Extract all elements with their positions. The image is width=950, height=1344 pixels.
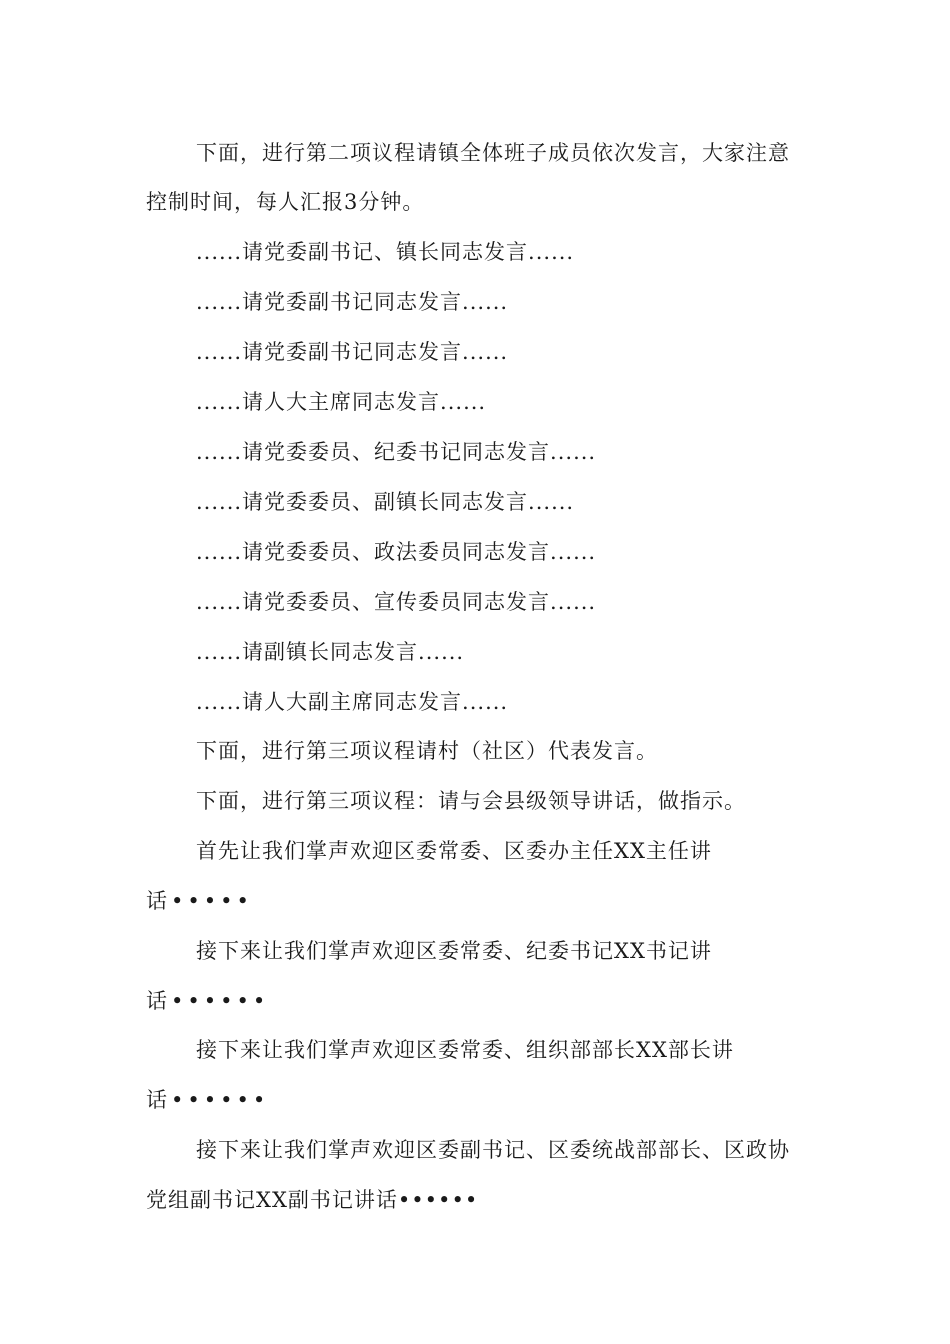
speaker-line: ......请副镇长同志发言......	[196, 640, 465, 664]
paragraph-speech-2: 接下来让我们掌声欢迎区委常委、纪委书记XX书记讲	[196, 939, 712, 963]
paragraph-agenda-3-village: 下面，进行第三项议程请村（社区）代表发言。	[196, 739, 658, 763]
speaker-line: ......请党委副书记、镇长同志发言......	[196, 240, 575, 264]
paragraph-speech-4-continued: 党组副书记XX副书记讲话••••••	[146, 1188, 479, 1212]
paragraph-speech-2-continued: 话••••••	[146, 989, 270, 1013]
paragraph-speech-4: 接下来让我们掌声欢迎区委副书记、区委统战部部长、区政协	[196, 1138, 790, 1162]
speaker-line: ......请党委委员、宣传委员同志发言......	[196, 590, 597, 614]
paragraph-agenda-2-intro: 下面，进行第二项议程请镇全体班子成员依次发言，大家注意	[196, 141, 790, 165]
paragraph-speech-1: 首先让我们掌声欢迎区委常委、区委办主任XX主任讲	[196, 839, 712, 863]
paragraph-speech-1-continued: 话•••••	[146, 889, 253, 913]
speaker-line: ......请党委委员、政法委员同志发言......	[196, 540, 597, 564]
speaker-line: ......请人大主席同志发言......	[196, 390, 487, 414]
speaker-line: ......请人大副主席同志发言......	[196, 690, 509, 714]
paragraph-speech-3-continued: 话••••••	[146, 1088, 270, 1112]
paragraph-agenda-3-leaders: 下面，进行第三项议程：请与会县级领导讲话，做指示。	[196, 789, 746, 813]
speaker-line: ......请党委委员、副镇长同志发言......	[196, 490, 575, 514]
paragraph-agenda-2-continued: 控制时间，每人汇报3分钟。	[146, 190, 425, 214]
paragraph-speech-3: 接下来让我们掌声欢迎区委常委、组织部部长XX部长讲	[196, 1038, 734, 1062]
speaker-line: ......请党委副书记同志发言......	[196, 290, 509, 314]
speaker-line: ......请党委委员、纪委书记同志发言......	[196, 440, 597, 464]
speaker-line: ......请党委副书记同志发言......	[196, 340, 509, 364]
